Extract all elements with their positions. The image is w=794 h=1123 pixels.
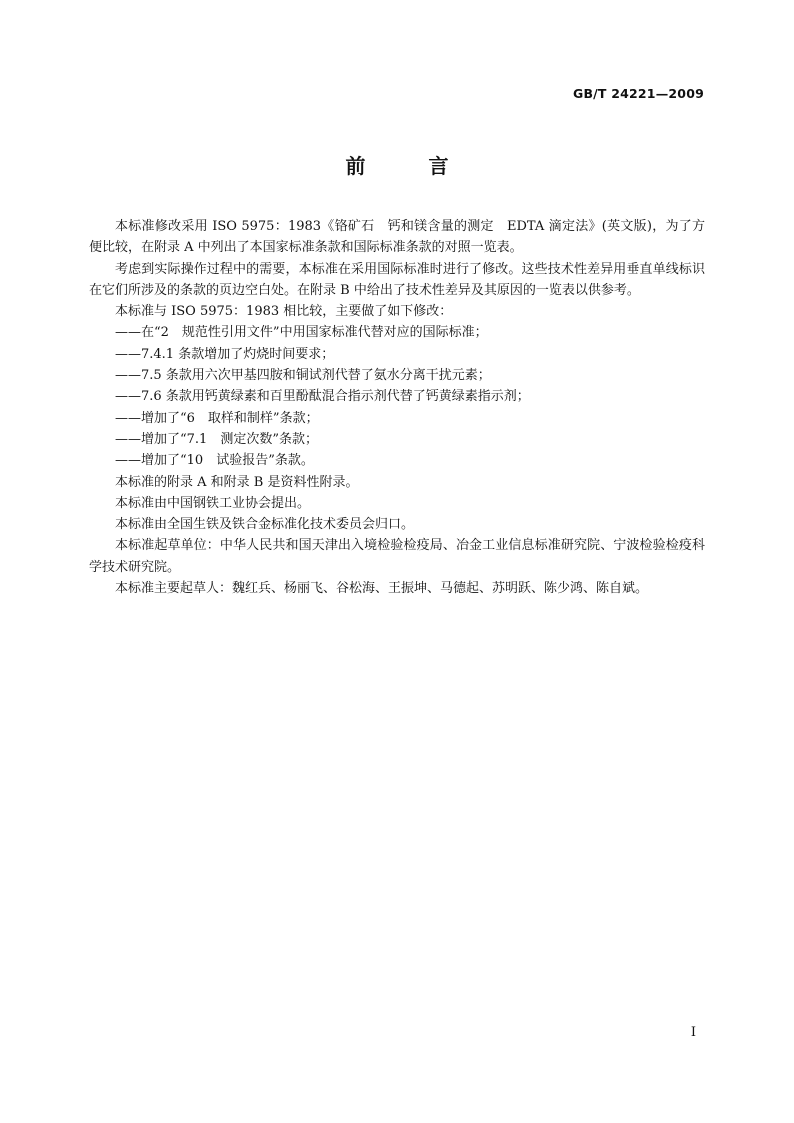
- list-item: ——增加了“10 试验报告”条款。: [115, 453, 314, 469]
- paragraph-drafters: 本标准主要起草人：魏红兵、杨丽飞、谷松海、王振坤、马德起、苏明跃、陈少鸿、陈自斌。: [115, 581, 649, 597]
- list-item: ——在“2 规范性引用文件”中用国家标准代替对应的国际标准；: [115, 325, 488, 341]
- list-item: ——增加了“6 取样和制样”条款；: [115, 410, 319, 426]
- paragraph-committee: 本标准由全国生铁及铁合金标准化技术委员会归口。: [115, 517, 415, 533]
- paragraph-drafting-units: 本标准起草单位：中华人民共和国天津出入境检验检疫局、冶金工业信息标准研究院、宁波检验检疫科学技术研究院。: [89, 538, 705, 575]
- list-item: ——7.5 条款用六次甲基四胺和铜试剂代替了氨水分离干扰元素；: [115, 368, 491, 384]
- paragraph-proposer: 本标准由中国钢铁工业协会提出。: [115, 495, 311, 511]
- paragraph-adoption: 本标准修改采用 ISO 5975：1983《铬矿石 钙和镁含量的测定 EDTA 滴定法》(英文版)，为了方便比较，在附录 A 中列出了本国家标准条款和国际标准条款的对照一览表。: [89, 219, 705, 256]
- paragraph-appendix-note: 本标准的附录 A 和附录 B 是资料性附录。: [115, 474, 359, 490]
- list-item: ——7.6 条款用钙黄绿素和百里酚酞混合指示剂代替了钙黄绿素指示剂；: [115, 389, 530, 405]
- foreword-body: [89, 216, 705, 599]
- paragraph-comparison-intro: 本标准与 ISO 5975：1983 相比较，主要做了如下修改：: [115, 304, 453, 320]
- standard-number: GB/T 24221—2009: [572, 86, 704, 101]
- page-title: 前 言: [345, 154, 477, 178]
- paragraph-modification: 考虑到实际操作过程中的需要，本标准在采用国际标准时进行了修改。这些技术性差异用垂直单线标识在它们所涉及的条款的页边空白处。在附录 B 中给出了技术性差异及其原因的一览表以供参考。: [89, 261, 705, 298]
- list-item: ——增加了“7.1 测定次数”条款；: [115, 431, 318, 447]
- changes-list: [89, 322, 705, 471]
- list-item: ——7.4.1 条款增加了灼烧时间要求；: [115, 346, 335, 362]
- page-number: I: [690, 1025, 696, 1040]
